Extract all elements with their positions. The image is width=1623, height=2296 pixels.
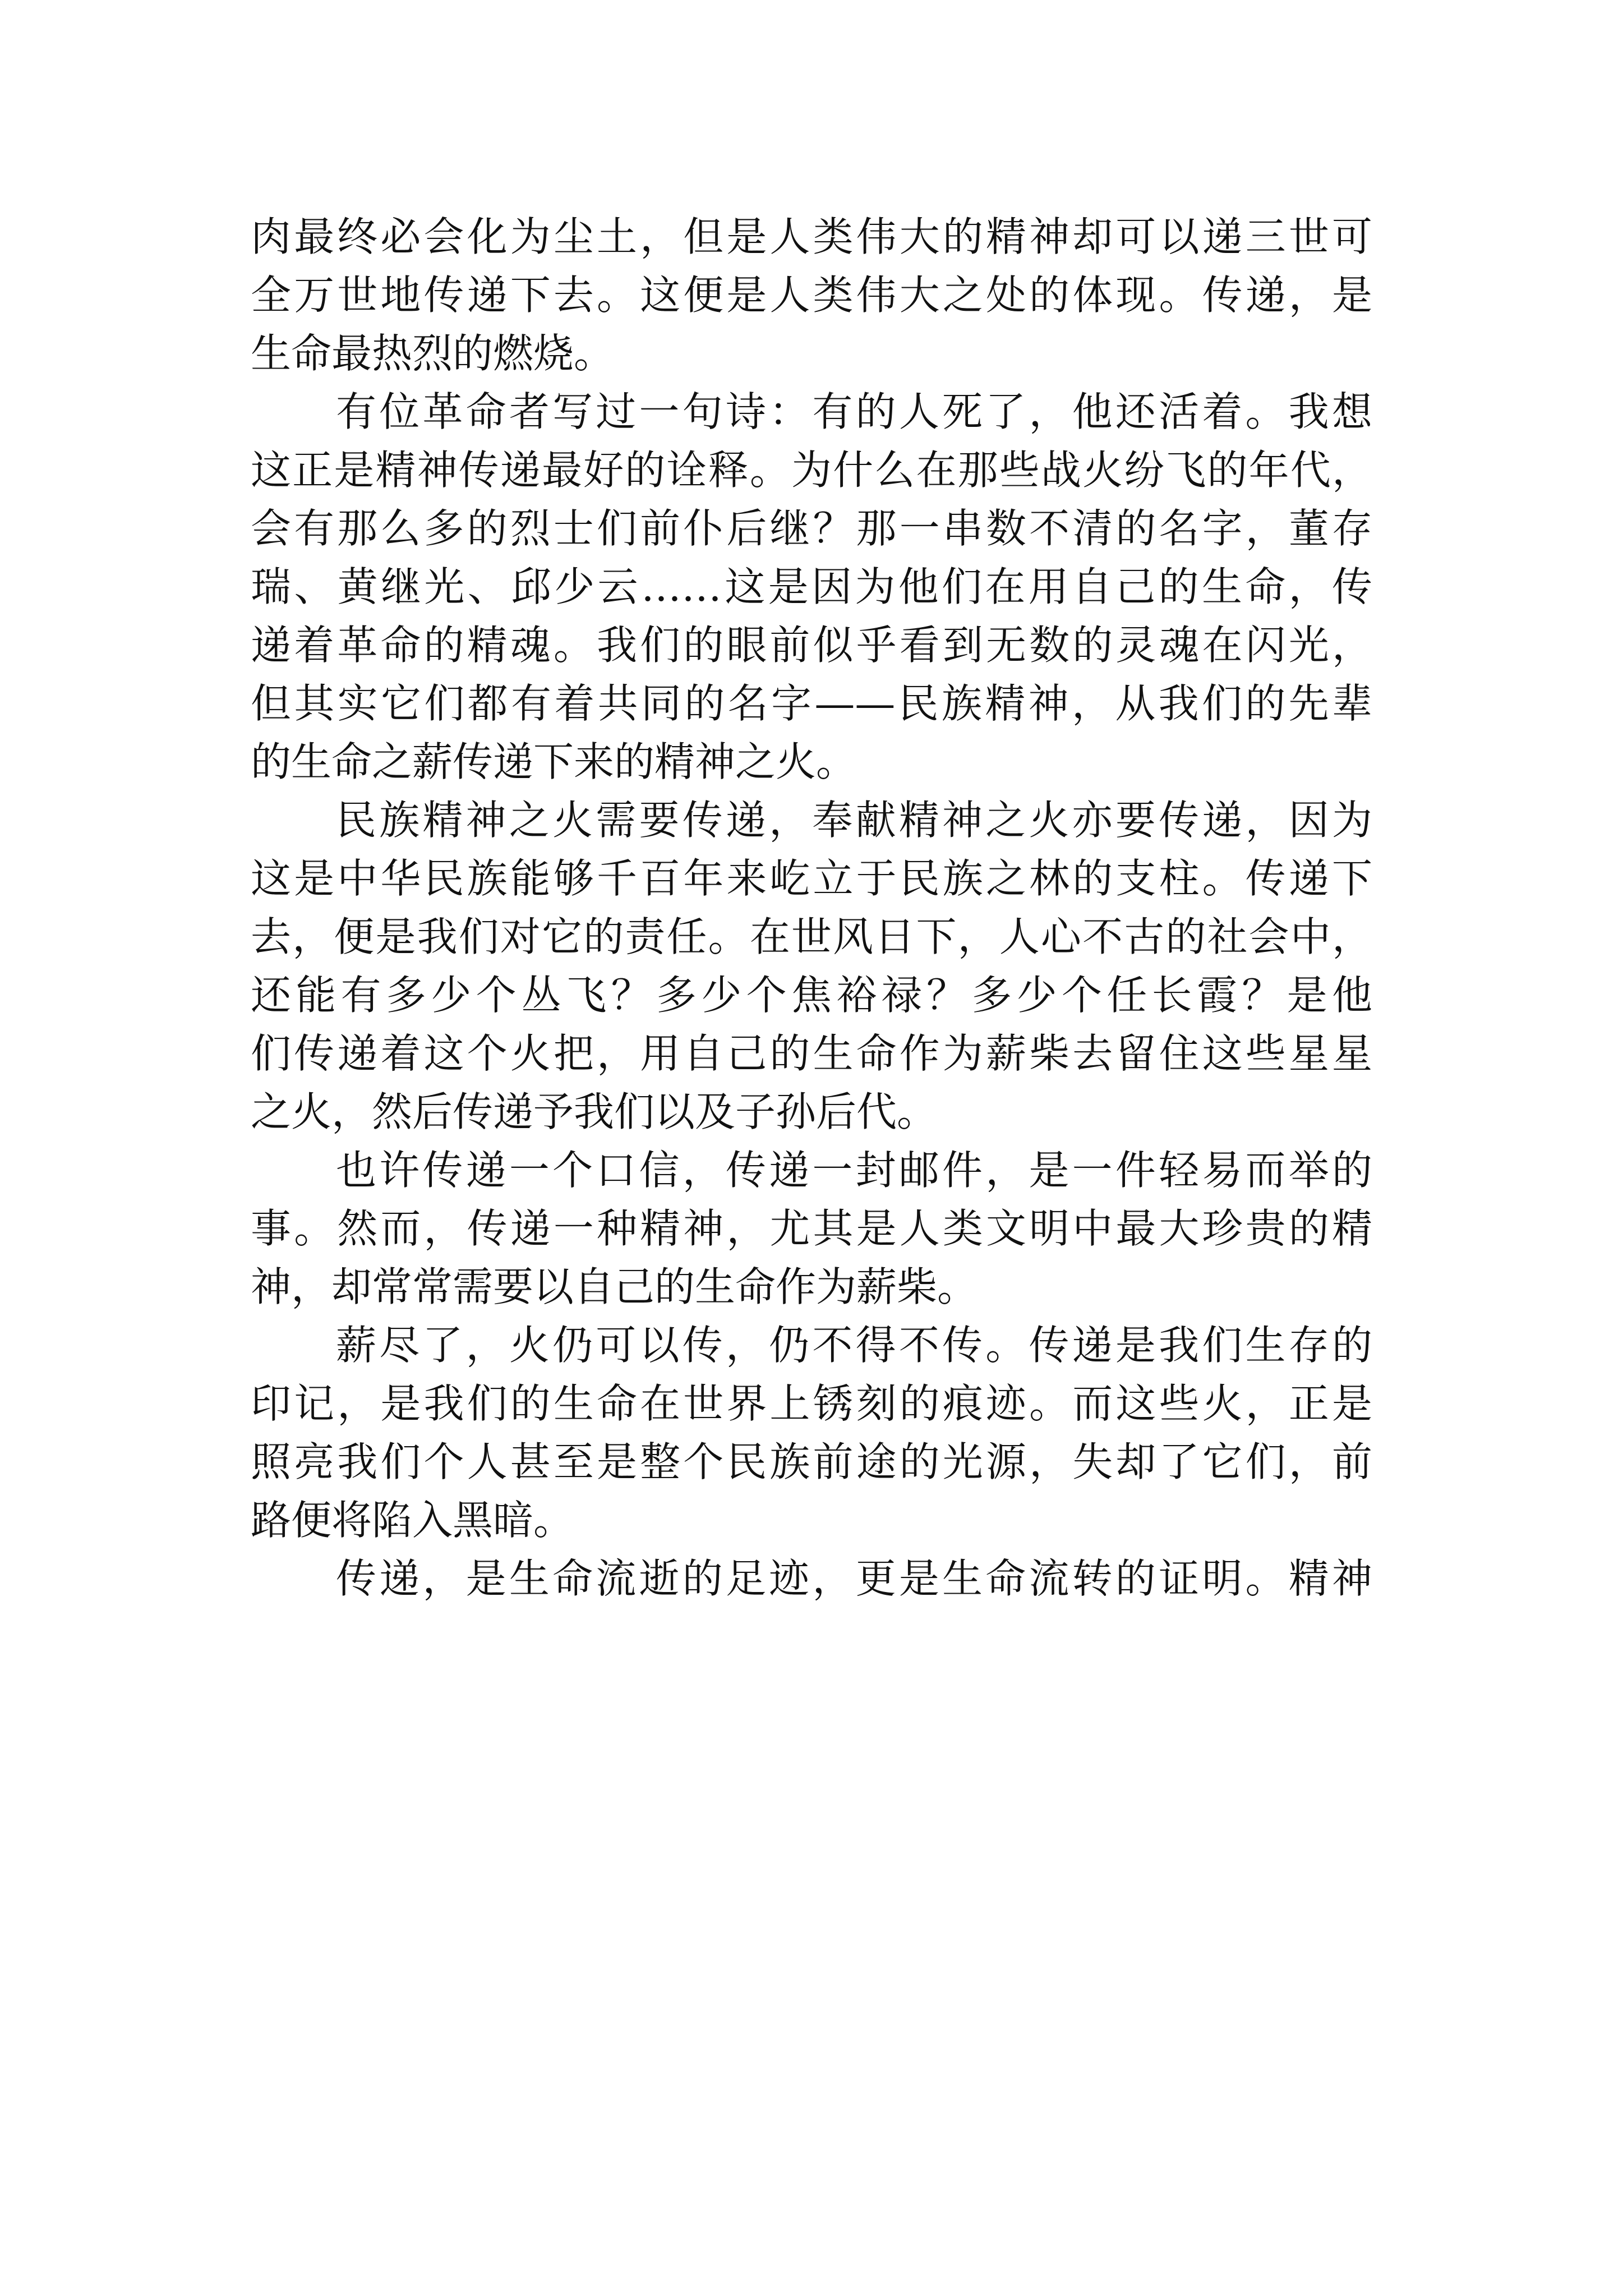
- essay-body: [251, 208, 1372, 1608]
- text-line: 事。然而，传递一种精神，尤其是人类文明中最大珍贵的精: [251, 1205, 1372, 1252]
- paragraph-first-line: 民族精神之火需要传递，奉献精神之火亦要传递，因为: [336, 797, 1372, 844]
- paragraph-first-line: 有位革命者写过一句诗：有的人死了，他还活着。我想: [336, 388, 1372, 435]
- text-line: 的生命之薪传递下来的精神之火。: [251, 738, 857, 785]
- text-line: 去，便是我们对它的责任。在世风日下，人心不古的社会中，: [251, 913, 1372, 960]
- text-line: 神，却常常需要以自己的生命作为薪柴。: [251, 1263, 978, 1310]
- text-line: 路便将陷入黑暗。: [251, 1497, 574, 1544]
- paragraph-first-line: 传递，是生命流逝的足迹，更是生命流转的证明。精神: [336, 1555, 1372, 1602]
- text-line: 印记，是我们的生命在世界上锈刻的痕迹。而这些火，正是: [251, 1380, 1372, 1427]
- text-line: 这正是精神传递最好的诠释。为什么在那些战火纷飞的年代，: [251, 447, 1372, 494]
- text-line: 肉最终必会化为尘土，但是人类伟大的精神却可以递三世可: [251, 213, 1372, 260]
- text-line: 还能有多少个丛飞？多少个焦裕禄？多少个任长霞？是他: [251, 972, 1372, 1019]
- text-line: 这是中华民族能够千百年来屹立于民族之林的支柱。传递下: [251, 855, 1372, 902]
- paragraph-first-line: 也许传递一个口信，传递一封邮件，是一件轻易而举的: [336, 1147, 1372, 1194]
- text-line: 照亮我们个人甚至是整个民族前途的光源，失却了它们，前: [251, 1438, 1372, 1485]
- text-line: 递着革命的精魂。我们的眼前似乎看到无数的灵魂在闪光，: [251, 622, 1372, 669]
- text-line: 生命最热烈的燃烧。: [251, 330, 615, 377]
- text-line: 会有那么多的烈士们前仆后继？那一串数不清的名字，董存: [251, 505, 1372, 552]
- text-line: 们传递着这个火把，用自己的生命作为薪柴去留住这些星星: [251, 1030, 1372, 1077]
- text-line: 瑞、黄继光、邱少云……这是因为他们在用自己的生命，传: [251, 563, 1372, 610]
- text-line: 但其实它们都有着共同的名字——民族精神，从我们的先辈: [251, 680, 1372, 727]
- paragraph-first-line: 薪尽了，火仍可以传，仍不得不传。传递是我们生存的: [336, 1322, 1372, 1369]
- text-line: 全万世地传递下去。这便是人类伟大之处的体现。传递，是: [251, 272, 1372, 319]
- text-line: 之火，然后传递予我们以及子孙后代。: [251, 1088, 938, 1135]
